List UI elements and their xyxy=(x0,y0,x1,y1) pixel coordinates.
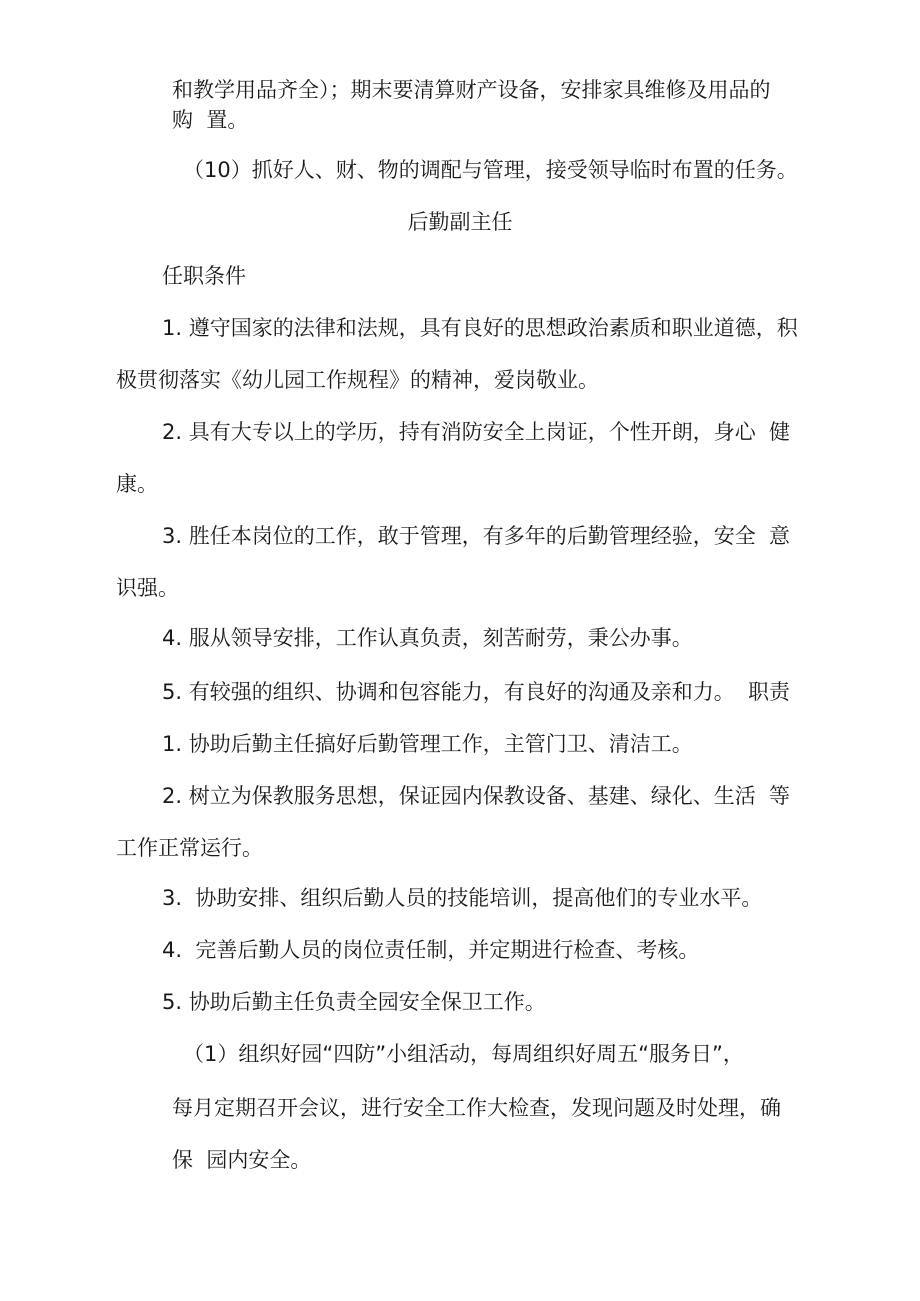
section-heading: 后勤副主任 xyxy=(407,210,513,234)
text-line: 识强。 xyxy=(116,576,179,600)
text-line: 3. 胜任本岗位的工作，敢于管理，有多年的后勤管理经验，安全 意 xyxy=(162,524,791,548)
text-line: 4. 服从领导安排，工作认真负责，刻苦耐劳，秉公办事。 xyxy=(162,626,693,650)
text-line: 极贯彻落实《幼儿园工作规程》的精神，爱岗敬业。 xyxy=(116,368,599,392)
text-line: 1. 协助后勤主任搞好后勤管理工作，主管门卫、清洁工。 xyxy=(162,732,693,756)
text-line: 2. 具有大专以上的学历，持有消防安全上岗证，个性开朗，身心 健 xyxy=(162,420,791,444)
text-line: 4. 完善后勤人员的岗位责任制，并定期进行检查、考核。 xyxy=(162,938,700,962)
text-line: 每月定期召开会议，进行安全工作大检查，发现问题及时处理，确 xyxy=(172,1096,781,1120)
text-line: 保 园内安全。 xyxy=(172,1148,312,1172)
text-line: 康。 xyxy=(116,472,158,496)
text-line: （10）抓好人、财、物的调配与管理，接受领导临时布置的任务。 xyxy=(183,158,798,182)
text-line: 1. 遵守国家的法律和法规，具有良好的思想政治素质和职业道德，积 xyxy=(162,316,798,340)
text-line: （1）组织好园“四防”小组活动，每周组织好周五“服务日”， xyxy=(183,1042,744,1066)
text-line: 工作正常运行。 xyxy=(116,836,263,860)
text-line: 3. 协助安排、组织后勤人员的技能培训，提高他们的专业水平。 xyxy=(162,886,763,910)
text-line: 和教学用品齐全）；期末要清算财产设备，安排家具维修及用品的 xyxy=(172,78,771,102)
text-line: 5. 协助后勤主任负责全园安全保卫工作。 xyxy=(162,990,546,1014)
text-line: 购 置。 xyxy=(172,108,249,132)
text-line: 5. 有较强的组织、协调和包容能力，有良好的沟通及亲和力。 职责 xyxy=(162,680,791,704)
subsection-title: 任职条件 xyxy=(162,264,246,288)
text-line: 2. 树立为保教服务思想，保证园内保教设备、基建、绿化、生活 等 xyxy=(162,784,791,808)
